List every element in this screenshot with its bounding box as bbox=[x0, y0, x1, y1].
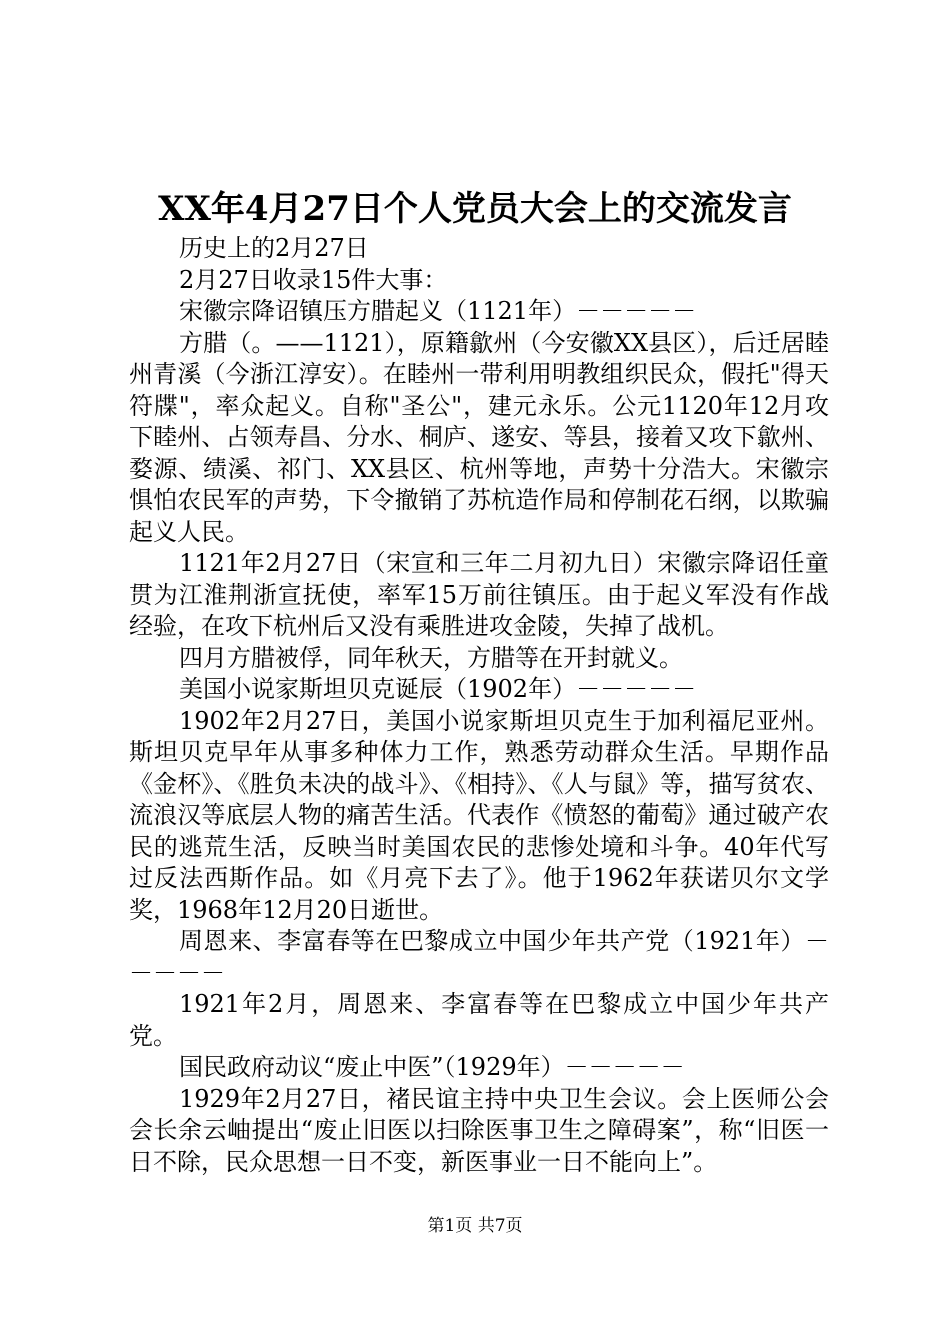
section-heading: 周恩来、李富春等在巴黎成立中国少年共产党（1921年）－－－－－ bbox=[129, 927, 829, 987]
paragraph: 1921年2月，周恩来、李富春等在巴黎成立中国少年共产党。 bbox=[129, 990, 829, 1050]
section-heading: 美国小说家斯坦贝克诞辰（1902年）－－－－－ bbox=[179, 675, 697, 703]
document-body bbox=[129, 233, 829, 1178]
paragraph: 1902年2月27日，美国小说家斯坦贝克生于加利福尼亚州。斯坦贝克早年从事多种体力工作，熟悉劳动群众生活。早期作品《金杯》、《胜负未决的战斗》、《相持》、《人与鼠》等，描写贫农、流浪汉等底层人物的痛苦生活。代表作《愤怒的葡萄》通过破产农民的逃荒生活，反映当时美国农民的悲惨处境和斗争。40年代写过反法西斯作品。如《月亮下去了》。他于1962年获诺贝尔文学奖，1968年12月20日逝世。 bbox=[129, 706, 829, 924]
page-footer: 第1页 共7页 bbox=[427, 1216, 523, 1236]
section-heading: 国民政府动议“废止中医”（1929年）－－－－－ bbox=[179, 1053, 685, 1081]
paragraph: 2月27日收录15件大事： bbox=[179, 265, 448, 294]
paragraph: 四月方腊被俘，同年秋天，方腊等在开封就义。 bbox=[179, 643, 683, 672]
paragraph: 方腊（。——1121），原籍歙州（今安徽XX县区），后迁居睦州青溪（今浙江淳安）。在睦州一带利用明教组织民众，假托"得天符牒"，率众起义。自称"圣公"，建元永乐。公元1120年12月攻下睦州、占领寿昌、分水、桐庐、遂安、等县，接着又攻下歙州、婺源、绩溪、祁门、XX县区、杭州等地，声势十分浩大。宋徽宗惧怕农民军的声势，下令撤销了苏杭造作局和停制花石纲，以欺骗起义人民。 bbox=[129, 328, 829, 546]
paragraph: 历史上的2月27日 bbox=[179, 234, 369, 262]
paragraph: 1929年2月27日，褚民谊主持中央卫生会议。会上医师公会会长余云岫提出“废止旧医以扫除医事卫生之障碍案”，称“旧医一日不除，民众思想一日不变，新医事业一日不能向上”。 bbox=[129, 1084, 829, 1176]
section-heading: 宋徽宗降诏镇压方腊起义（1121年）－－－－－ bbox=[179, 297, 697, 325]
document-title: XX年4月27日个人党员大会上的交流发言 bbox=[158, 189, 792, 229]
paragraph: 1121年2月27日（宋宣和三年二月初九日）宋徽宗降诏任童贯为江淮荆浙宣抚使，率军15万前往镇压。由于起义军没有作战经验，在攻下杭州后又没有乘胜进攻金陵，失掉了战机。 bbox=[129, 549, 829, 640]
